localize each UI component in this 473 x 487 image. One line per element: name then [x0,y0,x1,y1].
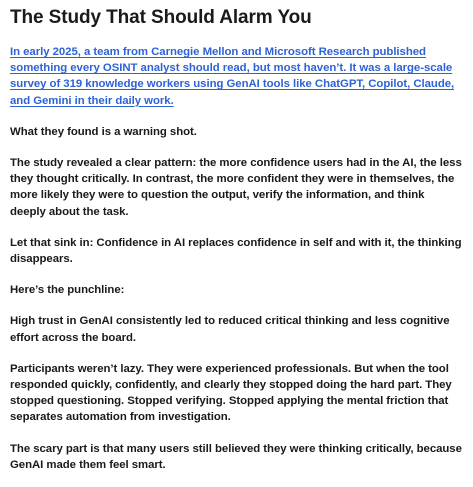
paragraph-pattern: The study revealed a clear pattern: the more confidence users had in the AI, the less they thought critically. In contrast, the more confident they were in themselves, the more likely they were to question the output, verify the information, and think deeply about the task. [10,157,462,218]
paragraph-sink-in: Let that sink in: Confidence in AI replaces confidence in self and with it, the thinking disappears. [10,236,462,266]
article-title: The Study That Should Alarm You [10,7,312,28]
paragraph-punchline-intro: Here’s the punchline: [10,284,125,297]
paragraph-punchline: High trust in GenAI consistently led to reduced critical thinking and less cognitive effort across the board. [10,315,450,344]
paragraph-participants: Participants weren’t lazy. They were experienced professionals. But when the tool responded quickly, confidently, and clearly they stopped doing the hard part. They stopped questioning. Stopped verifying. Stopped applying the mental friction that separates automation from investigation. [10,362,452,424]
paragraph-warning: What they found is a warning shot. [10,125,197,138]
study-link-paragraph[interactable]: In early 2025, a team from Carnegie Mellon and Microsoft Research published something every OSINT analyst should read, but most haven’t. It was a large-scale survey of 319 knowledge workers using GenAI tools like ChatGPT, Copilot, Claude, and Gemini in their daily work. [10,46,455,107]
paragraph-scary-part: The scary part is that many users still believed they were thinking critically, because GenAI made them feel smart. [10,442,462,471]
